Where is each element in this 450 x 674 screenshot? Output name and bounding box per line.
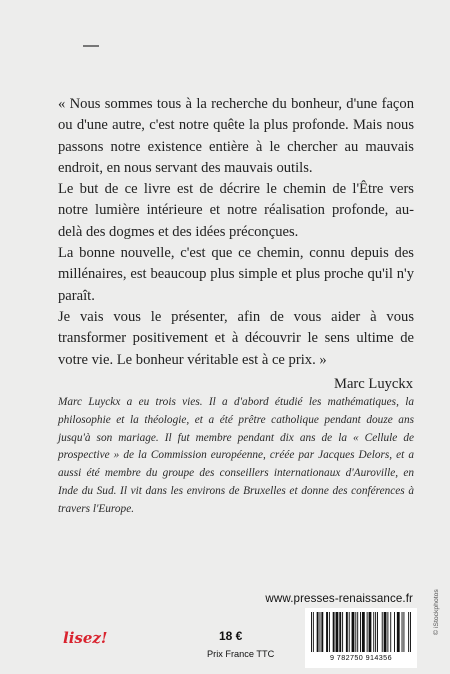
barcode-bar	[390, 612, 391, 652]
barcode-bar	[336, 612, 339, 652]
author-biography	[58, 394, 414, 519]
barcode-bar	[373, 612, 374, 652]
barcode-bar	[352, 612, 355, 652]
isbn-number: 9 782750 914356	[330, 653, 392, 662]
barcode-bar	[402, 612, 403, 652]
barcode-bar	[311, 612, 312, 652]
publisher-website: www.presses-renaissance.fr	[265, 592, 413, 605]
lisez-logo-icon	[62, 626, 108, 648]
lisez-logo-text: lisez!	[63, 629, 108, 647]
barcode-bar	[403, 612, 404, 652]
barcode-bar	[375, 612, 376, 652]
barcode-bar	[339, 612, 341, 652]
barcode-bar	[384, 612, 387, 652]
barcode-bar	[362, 612, 365, 652]
barcode-bar	[408, 612, 409, 652]
price-note: Prix France TTC	[207, 649, 275, 659]
quote-author: Marc Luyckx	[333, 375, 413, 392]
barcode-bar	[355, 612, 356, 652]
author-bio-text: Marc Luyckx a eu trois vies. Il a d'abord étudié les mathématiques, la philosophie et la théologie, et a été prêtre catholique pendant douze ans jusqu'à son mariage. Il fut membre pendant dix ans de la « Cellule de prospective » de la Commission européenne, créée par Jacques Delors, et a aussi été membre du groupe des conseillers internationaux d'Auroville, en Inde du Sud. Il vit dans les environs de Bruxelles et donne des conférences à travers l'Europe.	[58, 396, 414, 515]
barcode-bar	[394, 612, 395, 652]
barcode-bar	[369, 612, 372, 652]
barcode-bar	[329, 612, 330, 652]
barcode-bar	[382, 612, 383, 652]
barcode-bar	[321, 612, 323, 652]
barcode-bar	[367, 612, 368, 652]
barcode-bar	[342, 612, 343, 652]
barcode-bar	[313, 612, 314, 652]
barcode-bar	[360, 612, 361, 652]
barcode-bar	[357, 612, 358, 652]
decorative-dash	[83, 45, 99, 47]
barcode-bar	[346, 612, 348, 652]
price-amount: 18 €	[219, 629, 243, 643]
barcode-bar	[326, 612, 328, 652]
quote-paragraph-3: La bonne nouvelle, c'est que ce chemin, connu depuis des millénaires, est beaucoup plus simple et plus proche qu'il n'y paraît.	[58, 245, 414, 304]
barcode-bar	[319, 612, 320, 652]
barcode-bar	[349, 612, 350, 652]
barcode-bar	[333, 612, 335, 652]
barcode-bar	[410, 612, 411, 652]
quote-paragraph-1: « Nous sommes tous à la recherche du bonheur, d'une façon ou d'une autre, c'est notre quête la plus profonde. Mais nous passons notre existence entière à le chercher au mauvais endroit, en nous servant des mauvais outils.	[58, 96, 414, 176]
barcode-bar	[397, 612, 400, 652]
barcode-bar	[317, 612, 319, 652]
back-cover-quote	[58, 94, 414, 395]
photo-credit: © iStockphotos	[433, 589, 440, 635]
barcode-bar	[377, 612, 378, 652]
quote-paragraph-2: Le but de ce livre est de décrire le chemin de l'Être vers notre lumière intérieure et notre réalisation profonde, au-delà des dogmes et des idées préconçues.	[58, 181, 414, 240]
quote-paragraph-4: Je vais vous le présenter, afin de vous aider à vous transformer positivement et à découvrir le sens ultime de votre vie. Le bonheur véritable est à ce prix. »	[58, 308, 414, 368]
barcode-panel	[305, 608, 417, 668]
barcode-bar	[387, 612, 388, 652]
barcode-icon	[311, 612, 411, 652]
